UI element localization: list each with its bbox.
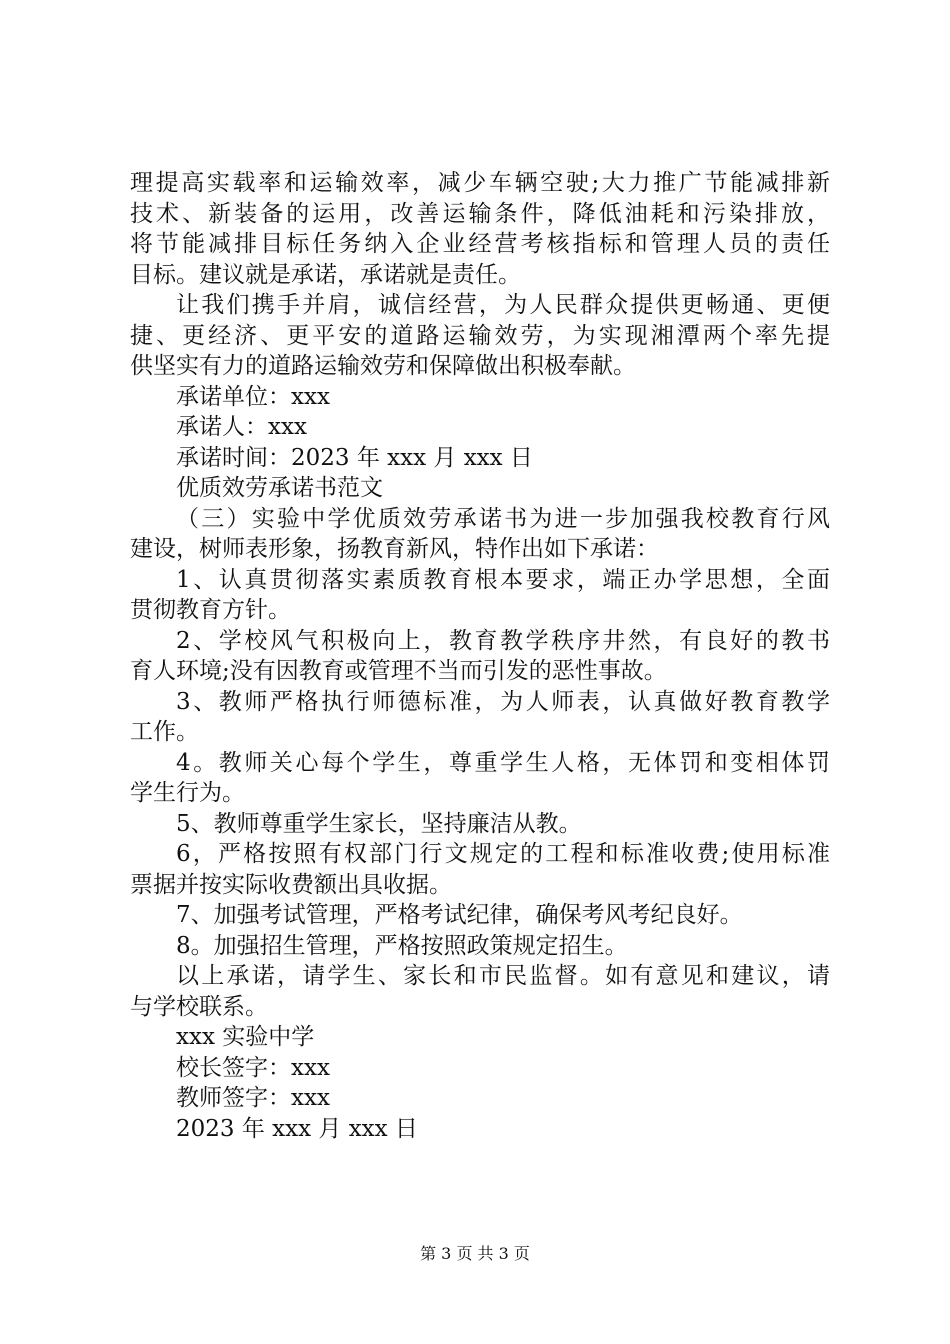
text-line: 票据并按实际收费额出具收据。 xyxy=(130,871,452,898)
text-line: 让我们携手并肩，诚信经营，为人民群众提供更畅通、更便 xyxy=(176,292,830,318)
text-line: 6，严格按照有权部门行文规定的工程和标准收费;使用标准 xyxy=(176,841,830,867)
text-line: 5、教师尊重学生家长，坚持廉洁从教。 xyxy=(176,810,582,837)
text-line: 技术、新装备的运用，改善运输条件，降低油耗和污染排放， xyxy=(130,200,830,227)
text-line: 理提高实载率和运输效率，减少车辆空驶;大力推广节能减排新 xyxy=(130,170,830,196)
text-line: 优质效劳承诺书范文 xyxy=(176,475,383,501)
text-line: 1、认真贯彻落实素质教育根本要求，端正办学思想，全面 xyxy=(176,566,830,593)
text-line: 教师签字：xxx xyxy=(176,1085,330,1111)
text-line: 与学校联系。 xyxy=(130,993,268,1020)
document-body xyxy=(130,168,830,1144)
text-line: 供坚实有力的道路运输效劳和保障做出积极奉献。 xyxy=(130,353,636,379)
text-line: xxx 实验中学 xyxy=(176,1024,315,1050)
text-line: 以上承诺，请学生、家长和市民监督。如有意见和建议，请 xyxy=(176,963,830,989)
text-line: 校长签字：xxx xyxy=(176,1054,330,1081)
text-line: 将节能减排目标任务纳入企业经营考核指标和管理人员的责任 xyxy=(130,231,830,257)
text-line: （三）实验中学优质效劳承诺书为进一步加强我校教育行风 xyxy=(176,505,830,532)
text-line: 学生行为。 xyxy=(130,780,245,806)
text-line: 捷、更经济、更平安的道路运输效劳，为实现湘潭两个率先提 xyxy=(130,322,830,349)
text-line: 3、教师严格执行师德标准，为人师表，认真做好教育教学 xyxy=(176,688,830,715)
text-line: 承诺时间：2023 年 xxx 月 xxx 日 xyxy=(176,444,533,471)
text-line: 贯彻教育方针。 xyxy=(130,597,291,623)
text-line: 8。加强招生管理，严格按照政策规定招生。 xyxy=(176,932,628,959)
text-line: 育人环境;没有因教育或管理不当而引发的恶性事故。 xyxy=(130,658,667,684)
text-line: 建设，树师表形象，扬教育新风，特作出如下承诺： xyxy=(130,536,659,562)
text-line: 承诺单位：xxx xyxy=(176,383,330,410)
text-line: 4。教师关心每个学生，尊重学生人格，无体罚和变相体罚 xyxy=(176,749,830,776)
page-footer: 第 3 页 共 3 页 xyxy=(420,1244,530,1263)
text-line: 承诺人：xxx xyxy=(176,414,307,440)
text-line: 工作。 xyxy=(130,719,199,745)
text-line: 目标。建议就是承诺，承诺就是责任。 xyxy=(130,261,521,288)
text-line: 2、学校风气积极向上，教育教学秩序井然，有良好的教书 xyxy=(176,627,830,654)
text-line: 7、加强考试管理，严格考试纪律，确保考风考纪良好。 xyxy=(176,902,743,928)
text-line: 2023 年 xxx 月 xxx 日 xyxy=(176,1115,418,1142)
